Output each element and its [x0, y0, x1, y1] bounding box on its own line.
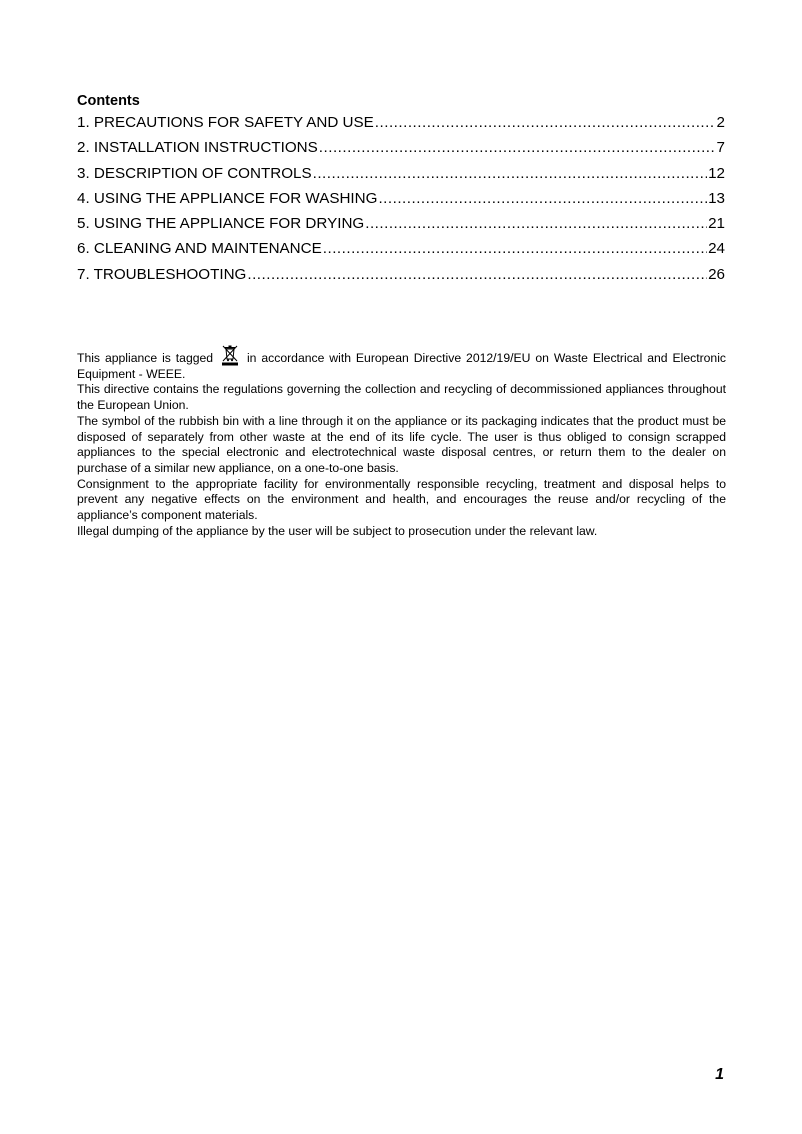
toc-item-label: 6. CLEANING AND MAINTENANCE: [77, 240, 322, 258]
toc-item[interactable]: [77, 211, 725, 236]
contents-title: Contents: [77, 93, 140, 109]
toc-item-page: 21: [708, 215, 725, 233]
contents-section: [77, 92, 725, 287]
toc-leader-dots: [365, 211, 707, 236]
toc-item-page: 12: [708, 164, 725, 182]
toc-item-label: 1. PRECAUTIONS FOR SAFETY AND USE: [77, 114, 374, 131]
toc-item[interactable]: [77, 110, 725, 135]
page-number: 1: [715, 1066, 724, 1083]
weee-notice-paragraph: Illegal dumping of the appliance by the user will be subject to prosecution under the relevant law.: [77, 523, 598, 538]
toc-leader-dots: [319, 135, 716, 160]
weee-notice-paragraph: This directive contains the regulations governing the collection and recycling of decommissioned appliances throughout the European Union.: [77, 382, 726, 413]
toc-item-label: 5. USING THE APPLIANCE FOR DRYING: [77, 215, 365, 233]
weee-notice-paragraph: The symbol of the rubbish bin with a line through it on the appliance or its packaging indicates that the product must be disposed of separately from other waste at the end of its life cycle. The user is thus obliged to consign scrapped appliances to the special electronic and electrotechnical waste disposal centres, or return them to the dealer on purchase of a similar new appliance, on a one-to-one basis.: [77, 413, 726, 475]
weee-notice-paragraph: [77, 344, 726, 382]
toc-leader-dots: [375, 110, 716, 135]
toc-item-page: 2: [716, 114, 725, 131]
crossed-out-wheelie-bin-icon: [220, 344, 240, 366]
toc-item-page: 13: [708, 189, 725, 207]
weee-notice-text-after-icon: in accordance with European Directive 2012/19/EU on Waste Electrical and Electronic Equipment - WEEE.: [77, 351, 726, 381]
toc-item-page: 7: [716, 139, 725, 157]
table-of-contents: [77, 110, 725, 287]
weee-notice: [77, 344, 726, 539]
toc-item[interactable]: [77, 161, 725, 186]
weee-notice-text-before-icon: This appliance is tagged: [77, 351, 214, 365]
toc-leader-dots: [247, 262, 707, 287]
toc-item[interactable]: [77, 135, 725, 160]
toc-item-page: 26: [708, 265, 725, 283]
toc-leader-dots: [313, 161, 708, 186]
toc-item[interactable]: [77, 186, 725, 211]
toc-item-page: 24: [708, 240, 725, 258]
weee-notice-paragraph: Consignment to the appropriate facility for environmentally responsible recycling, treatment and disposal helps to prevent any negative effects on the environment and health, and encourages the reuse and/or recycling of the appliance’s component materials.: [77, 476, 726, 523]
toc-leader-dots: [378, 186, 707, 211]
toc-item[interactable]: [77, 236, 725, 261]
toc-item-label: 2. INSTALLATION INSTRUCTIONS: [77, 139, 318, 157]
toc-item-label: 3. DESCRIPTION OF CONTROLS: [77, 164, 312, 182]
toc-item-label: 4. USING THE APPLIANCE FOR WASHING: [77, 189, 378, 207]
toc-item[interactable]: [77, 262, 725, 287]
toc-leader-dots: [323, 236, 707, 261]
toc-item-label: 7. TROUBLESHOOTING: [77, 265, 247, 283]
